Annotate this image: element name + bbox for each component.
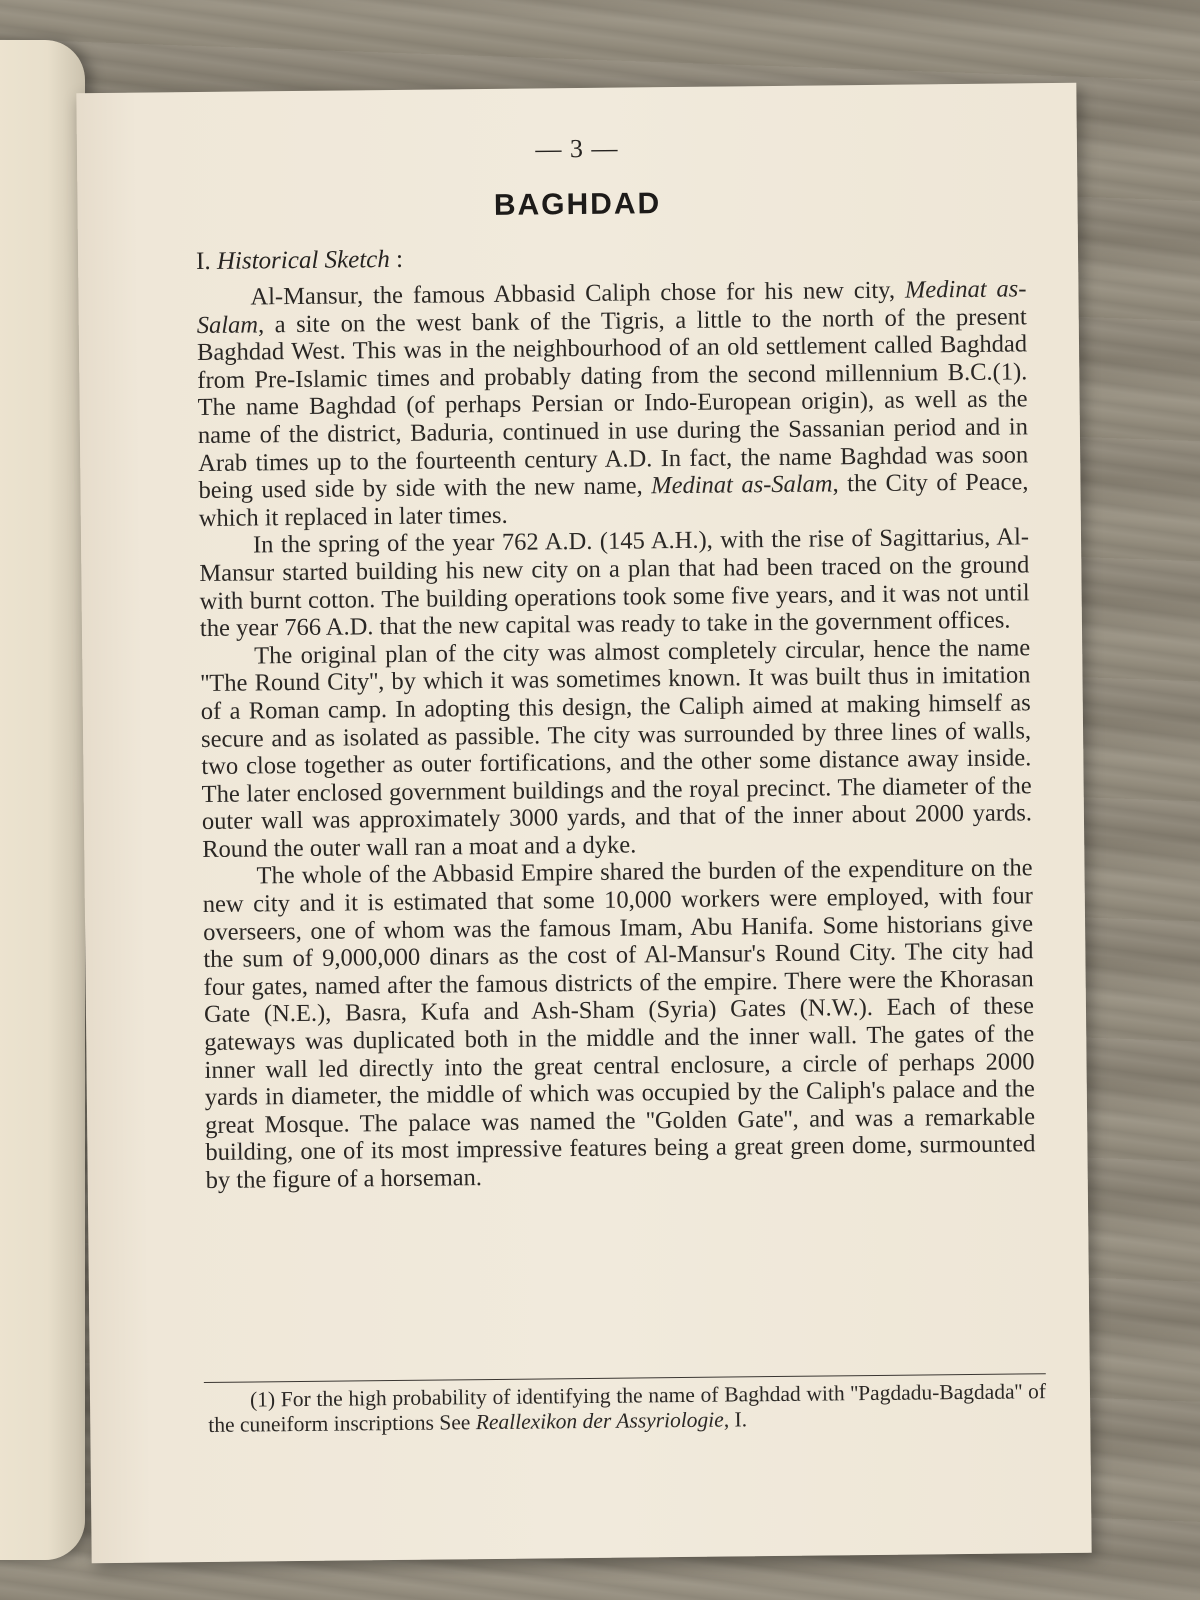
- paragraph-1-italic-b: Medinat as-Salam: [651, 470, 833, 500]
- page-title: BAGHDAD: [493, 187, 662, 222]
- paragraph-4: The whole of the Abbasid Empire shared the burden of the expenditure on the new city and it is estimated that some 10,000 workers were employed, with four overseers, one of whom was the famous Imam, Abu Hanifa. Some historians give the sum of 9,000,000 dinars as the cost of Al-Mansur's Round City. The city had four gates, named after the famous districts of the empire. There were the Khorasan Gate (N.E.), Basra, Kufa and Ash-Sham (Syria) Gates (N.W.). Each of these gateways was duplicated both in the middle and the inner wall. The gates of the inner wall led directly into the great central enclosure, a circle of perhaps 2000 yards in diameter, the middle of which was occupied by the Caliph's palace and the great Mosque. The palace was named the ''Golden Gate'', and was a remarkable building, one of its most impressive features being a great green dome, surmounted by the figure of a horseman.: [202, 854, 1036, 1194]
- heading-prefix: I.: [195, 247, 218, 276]
- paragraph-2: In the spring of the year 762 A.D. (145 A.H.), with the rise of Sagittarius, Al-Mansur started building his new city on a plan that had been traced on the ground with burnt cotton. The building operations took some five years, and it was not until the year 766 A.D. that the new capital was ready to take in the government offices.: [199, 523, 1030, 643]
- section-heading: [196, 246, 403, 276]
- paragraph-1-italic-a: Medinat as-Salam: [196, 275, 1027, 339]
- paragraph-1: [196, 275, 1029, 532]
- footnote-text: (1) For the high probability of identifying the name of Baghdad with ''Pagdadu-Bagdada'' of the cuneiform inscriptions See: [208, 1379, 1047, 1437]
- left-page-edge: [0, 40, 85, 1560]
- paragraph-1-part-c: , a site on the west bank of the Tigris, a little to the north of the present Baghdad West. This was in the neighbourhood of an old settlement called Baghdad from Pre-Islamic times and probably dating from the second millennium B.C.(1). The name Baghdad (of perhaps Persian or Indo-European origin), as well as the name of the district, Baduria, continued in use during the Sassanian period and in Arab times up to the fourteenth century A.D. In fact, the name Baghdad was soon being used side by side with the new name,: [196, 302, 1029, 505]
- paragraph-1-part-a: Al-Mansur, the famous Abbasid Caliph chose for his new city,: [250, 276, 906, 311]
- heading-suffix: :: [389, 245, 404, 274]
- page-number: — 3 —: [535, 133, 619, 164]
- footnote-suffix: , I.: [723, 1407, 748, 1432]
- footnote: [208, 1379, 1046, 1438]
- book-page: [76, 83, 1091, 1563]
- heading-text: Historical Sketch: [216, 246, 390, 275]
- body-text: [196, 275, 1035, 1194]
- footnote-citation: Reallexikon der Assyriologie: [475, 1407, 724, 1435]
- paragraph-3: The original plan of the city was almost completely circular, hence the name ''The Round City'', by which it was sometimes known. It was built thus in imitation of a Roman camp. In adopting this design, the Caliph aimed at making himself as secure and as isolated as passible. The city was surrounded by three lines of walls, two close together as outer fortifications, and the other some distance away inside. The later enclosed government buildings and the royal precinct. The diameter of the outer wall was approximately 3000 yards, and that of the inner about 2000 yards. Round the outer wall ran a moat and a dyke.: [200, 634, 1033, 863]
- paragraph-1-part-e: , the City of Peace, which it replaced in later times.: [198, 468, 1029, 532]
